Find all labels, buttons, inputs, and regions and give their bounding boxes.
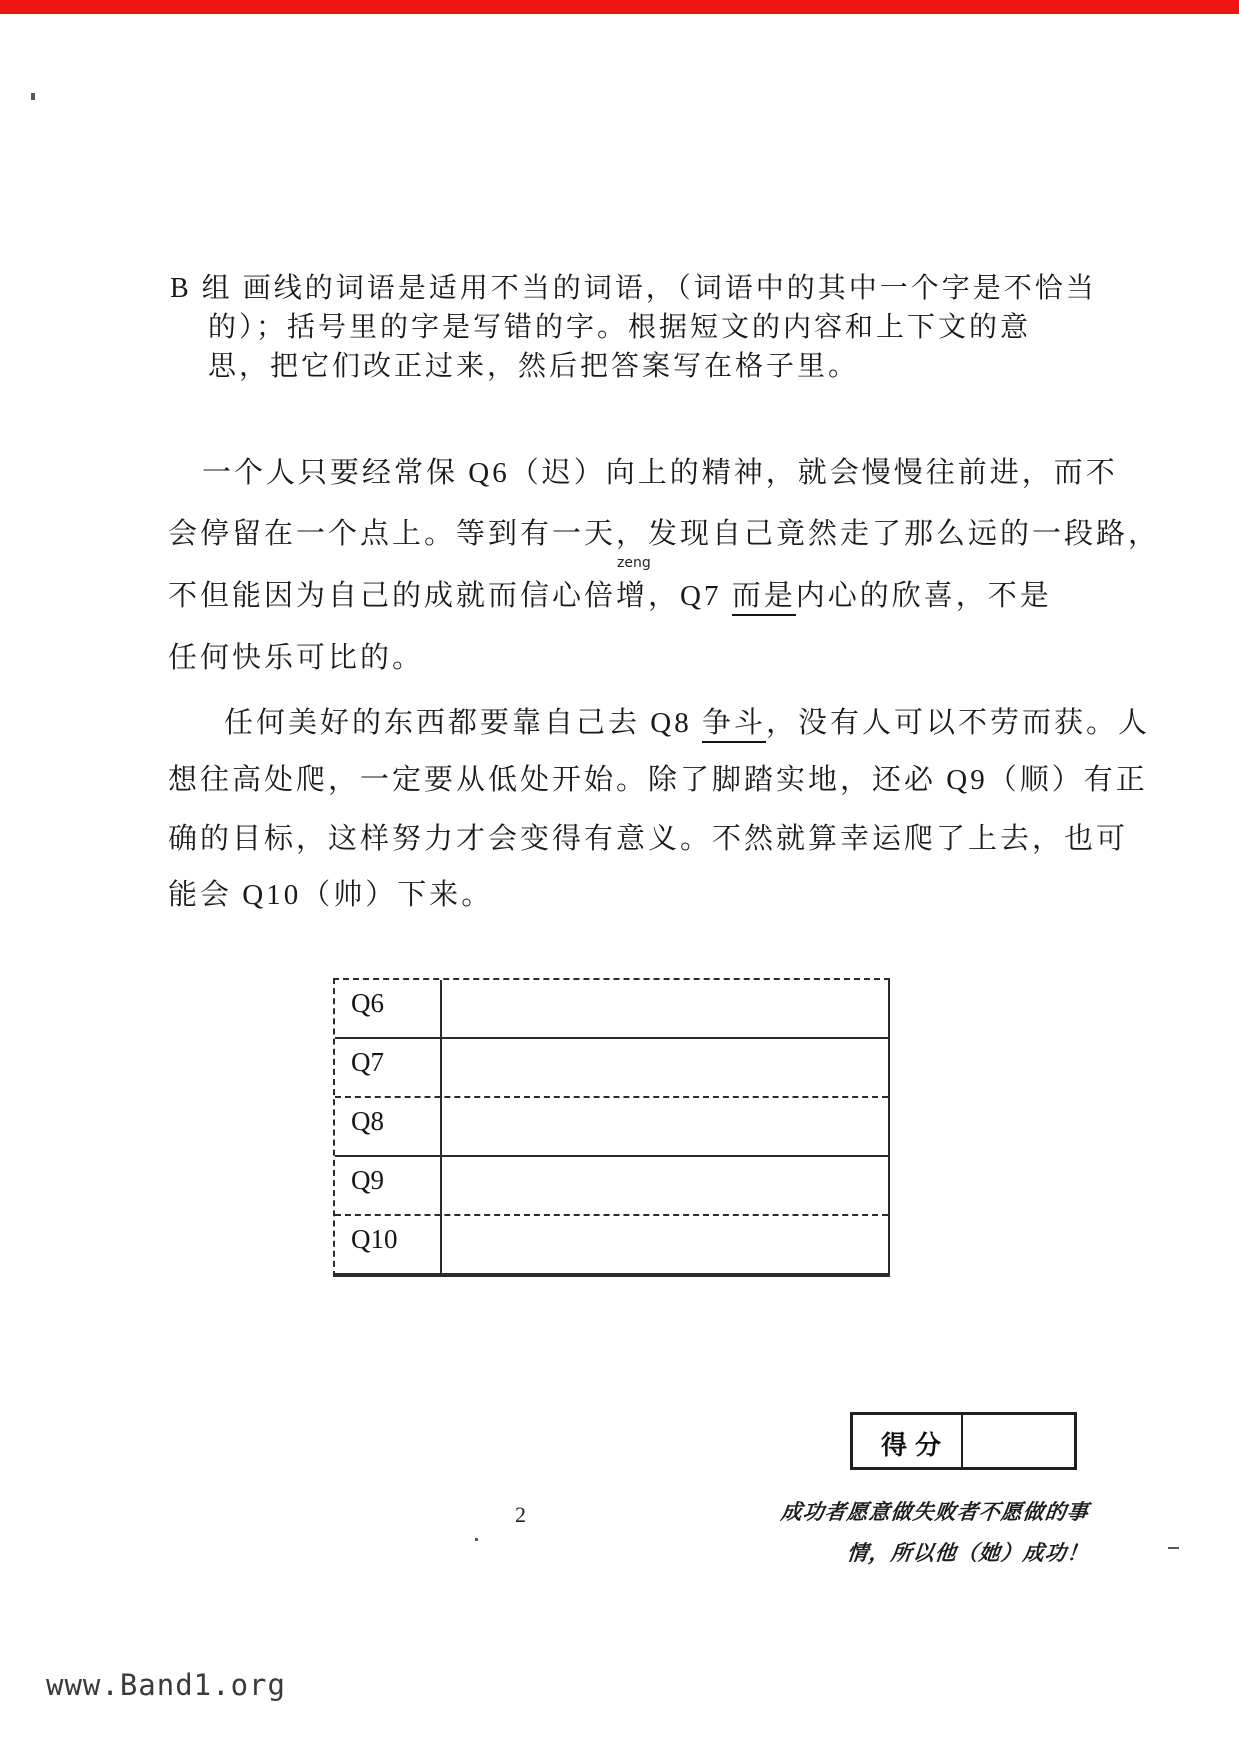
scan-speck	[1168, 1547, 1179, 1549]
score-box-divider	[961, 1415, 963, 1467]
p1-l3-text-a: 不但能因为自己的成就而信心倍	[168, 580, 617, 612]
answer-row	[335, 1039, 888, 1098]
answer-row	[335, 1216, 888, 1275]
answer-row-label: Q7	[351, 1047, 384, 1077]
answer-table	[333, 978, 890, 1277]
watermark-url: www.Band1.org	[46, 1668, 286, 1702]
answer-row	[335, 1098, 888, 1157]
q7-underlined-word: 而是	[732, 580, 796, 616]
passage-p2-line-4: 能会 Q10（帅）下来。	[168, 879, 494, 911]
answer-row	[335, 1157, 888, 1216]
score-label: 得分	[881, 1431, 950, 1460]
answer-row-label: Q10	[351, 1224, 398, 1254]
answer-row-label: Q9	[351, 1165, 384, 1195]
ruby-base-char: 增	[616, 580, 649, 612]
answer-row-label: Q6	[351, 988, 384, 1018]
instruction-line-2: 的）；括号里的字是写错的字。根据短文的内容和上下文的意	[208, 312, 1032, 343]
p1-l3-text-b: ，Q7	[648, 580, 732, 612]
p2-l1-text-b: ，没有人可以不劳而获。人	[765, 707, 1150, 739]
passage-p1-line-2: 会停留在一个点上。等到有一天，发现自己竟然走了那么远的一段路，	[168, 518, 1161, 550]
top-red-bar	[0, 0, 1239, 14]
answer-row	[335, 980, 888, 1039]
section-label: B 组	[170, 273, 233, 304]
p2-l1-text-a: 任何美好的东西都要靠自己去 Q8	[224, 707, 702, 739]
passage-p1-line-1: 一个人只要经常保 Q6（迟）向上的精神，就会慢慢往前进，而不	[202, 457, 1118, 489]
footer-motto-line-1: 成功者愿意做失败者不愿做的事	[779, 1500, 1091, 1524]
instruction-text-1: 画线的词语是适用不当的词语，（词语中的其中一个字是不恰当	[242, 273, 1097, 304]
passage-p1-line-3	[168, 555, 1052, 614]
footer-motto-line-2: 情，所以他（她）成功！	[845, 1541, 1091, 1565]
pinyin-annotation: zeng	[617, 555, 651, 571]
instruction-line-1	[170, 266, 1097, 306]
instruction-line-3: 思，把它们改正过来，然后把答案写在格子里。	[208, 351, 860, 382]
p1-l3-text-c: 内心的欣喜，不是	[795, 580, 1052, 612]
ruby-zeng	[616, 555, 651, 614]
passage-p2-line-2: 想往高处爬，一定要从低处开始。除了脚踏实地，还必 Q9（顺）有正	[168, 764, 1148, 796]
table-column-divider	[440, 980, 442, 1275]
score-box	[850, 1412, 1077, 1470]
passage-p2-line-1	[224, 700, 1150, 741]
scan-speck	[31, 93, 35, 100]
q8-underlined-word: 争斗	[702, 707, 766, 743]
passage-p2-line-3: 确的目标，这样努力才会变得有意义。不然就算幸运爬了上去，也可	[168, 823, 1129, 855]
scan-speck	[475, 1538, 478, 1541]
page-number: 2	[515, 1502, 526, 1527]
answer-row-label: Q8	[351, 1106, 384, 1136]
passage-p1-line-4: 任何快乐可比的。	[168, 642, 425, 674]
